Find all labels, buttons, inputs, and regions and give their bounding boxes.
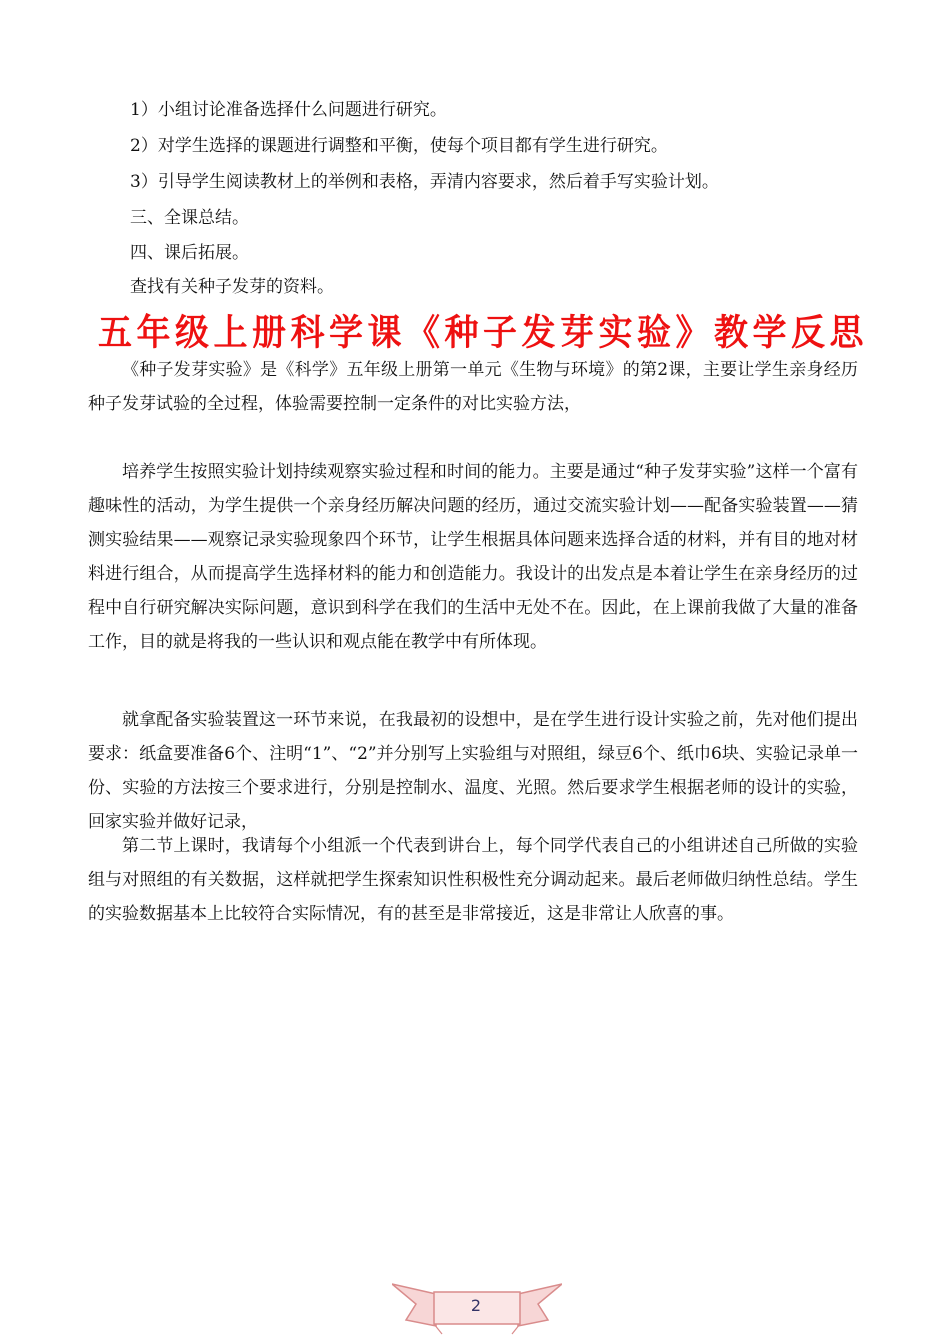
paragraph-apparatus: 就拿配备实验装置这一环节来说，在我最初的设想中，是在学生进行设计实验之前，先对他们提出要求：纸盒要准备6个、注明“1”、“2”并分别写上实验组与对照组，绿豆6个、纸巾6块、实验记录单一份、实验的方法按三个要求进行，分别是控制水、温度、光照。然后要求学生根据老师的设计的实验，回家实验并做好记录， xyxy=(88,710,858,832)
page-number: 2 xyxy=(470,1296,482,1315)
reflection-title: 五年级上册科学课《种子发芽实验》教学反思 xyxy=(98,312,868,354)
paragraph-second-lesson: 第二节上课时，我请每个小组派一个代表到讲台上，每个同学代表自己的小组讲述自己所做的实验组与对照组的有关数据，这样就把学生探索知识性积极性充分调动起来。最后老师做归纳性总结。学生的实验数据基本上比较符合实际情况，有的甚至是非常接近，这是非常让人欣喜的事。 xyxy=(88,836,858,924)
paragraph-design: 培养学生按照实验计划持续观察实验过程和时间的能力。主要是通过“种子发芽实验”这样一个富有趣味性的活动，为学生提供一个亲身经历解决问题的经历，通过交流实验计划——配备实验装置——猜测实验结果——观察记录实验现象四个环节，让学生根据具体问题来选择合适的材料，并有目的地对材料进行组合，从而提高学生选择材料的能力和创造能力。我设计的出发点是本着让学生在亲身经历的过程中自行研究解决实际问题，意识到科学在我们的生活中无处不在。因此，在上课前我做了大量的准备工作，目的就是将我的一些认识和观点能在教学中有所体现。 xyxy=(88,462,858,652)
section-summary: 三、全课总结。 xyxy=(130,208,249,228)
paragraph-intro: 《种子发芽实验》是《科学》五年级上册第一单元《生物与环境》的第2课，主要让学生亲身经历种子发芽试验的全过程，体验需要控制一定条件的对比实验方法， xyxy=(88,360,858,414)
step-3: 3）引导学生阅读教材上的举例和表格，弄清内容要求，然后着手写实验计划。 xyxy=(130,172,719,192)
section-extension: 四、课后拓展。 xyxy=(130,243,249,263)
extension-task: 查找有关种子发芽的资料。 xyxy=(130,277,334,297)
step-2: 2）对学生选择的课题进行调整和平衡，使每个项目都有学生进行研究。 xyxy=(130,136,668,156)
step-1: 1）小组讨论准备选择什么问题进行研究。 xyxy=(130,100,447,120)
